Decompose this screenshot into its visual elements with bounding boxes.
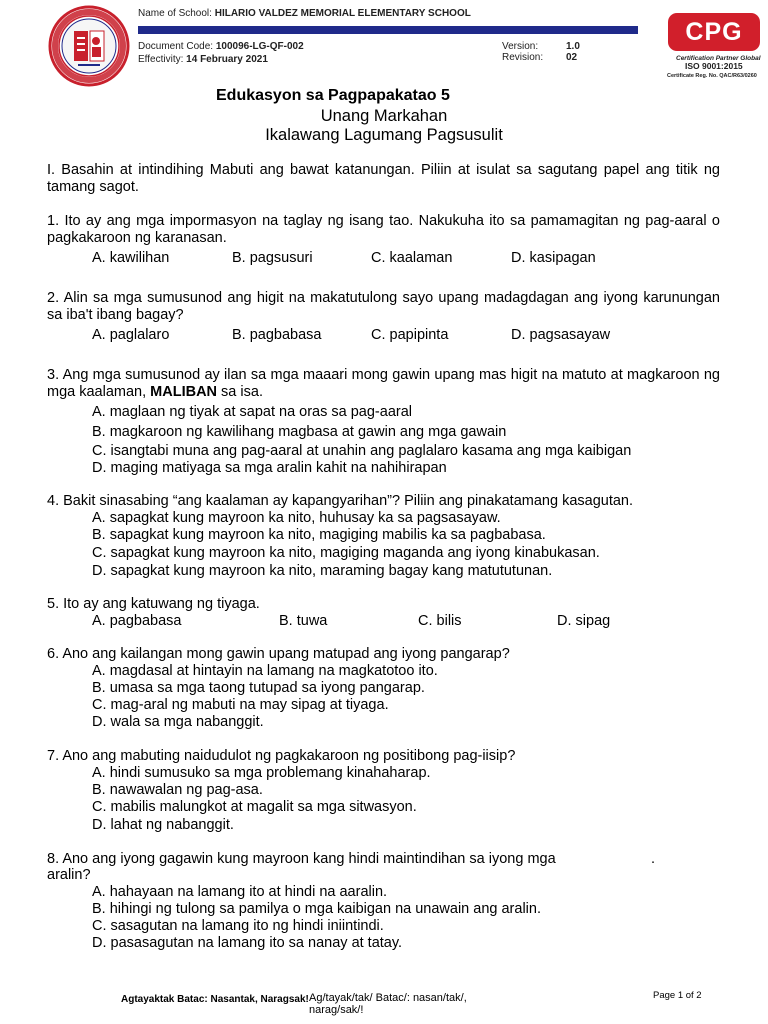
q7-option-c: C. mabilis malungkot at magalit sa mga sitwasyon. — [92, 799, 417, 815]
q7-option-a: A. hindi sumusuko sa mga problemang kinahaharap. — [92, 765, 431, 781]
question-7-text: 7. Ano ang mabuting naidudulot ng pagkakaroon ng positibong pag-iisip? — [47, 748, 516, 764]
question-3-text: 3. Ang mga sumusunod ay ilan sa mga maaari mong gawin upang mas higit na matuto at magkaroon ng mga kaalaman, MALIBAN sa isa. — [47, 367, 720, 400]
q3-option-c: C. isangtabi muna ang pag-aaral at unahin ang paglalaro kasama ang mga kaibigan — [92, 443, 632, 459]
q3-option-b: B. magkaroon ng kawilihang magbasa at gawin ang mga gawain — [92, 424, 507, 440]
version-label: Version: — [502, 41, 539, 52]
question-8-text-line2: aralin? — [47, 867, 91, 883]
school-name-line — [138, 8, 471, 19]
subject-title: Edukasyon sa Pagpapakatao 5 — [216, 87, 450, 104]
q4-option-a: A. sapagkat kung mayroon ka nito, huhusay ka sa pagsasayaw. — [92, 510, 501, 526]
cert-reg-no: Certificate Reg. No. QAC/R63/0260 — [667, 73, 757, 79]
school-label: Name of School: — [138, 8, 215, 19]
q5-option-b: B. tuwa — [279, 613, 328, 629]
q5-option-c: C. bilis — [418, 613, 462, 629]
revision-value: 02 — [566, 52, 578, 63]
q8-option-b: B. hihingi ng tulong sa pamilya o mga kaibigan na unawain ang aralin. — [92, 901, 541, 917]
q1-option-c: C. kaalaman — [371, 250, 453, 266]
q8-option-c: C. sasagutan na lamang ito ng hindi iniintindi. — [92, 918, 384, 934]
question-4-text: 4. Bakit sinasabing “ang kaalaman ay kapangyarihan”? Piliin ang pinakatamang kasagutan. — [47, 493, 634, 509]
effectivity-value: 14 February 2021 — [186, 54, 268, 65]
q6-option-a: A. magdasal at hintayin na lamang na magkatotoo ito. — [92, 663, 438, 679]
q6-option-d: D. wala sa mga nabanggit. — [92, 714, 264, 730]
doc-code-value: 100096-LG-QF-002 — [215, 41, 304, 52]
school-seal-logo — [48, 5, 130, 87]
q8-option-d: D. pasasagutan na lamang ito sa nanay at tatay. — [92, 935, 403, 951]
page-number: Page 1 of 2 — [653, 990, 702, 1001]
revision-label: Revision: — [502, 52, 544, 63]
footer-pronunciation: Ag/tayak/tak/ Batac/: nasan/tak/, narag/sak/! — [309, 992, 467, 1016]
version-value: 1.0 — [566, 41, 580, 52]
q4-option-d: D. sapagkat kung mayroon ka nito, maraming bagay kang matututunan. — [92, 563, 553, 579]
q5-option-d: D. sipag — [557, 613, 611, 629]
question-8-dot: . — [651, 851, 656, 867]
question-2-text: 2. Alin sa mga sumusunod ang higit na makatutulong sayo upang madagdagan ang iyong karunungan sa iba't ibang bagay? — [47, 290, 720, 323]
q4-option-c: C. sapagkat kung mayroon ka nito, magiging maganda ang iyong kinabukasan. — [92, 545, 600, 561]
q1-option-d: D. kasipagan — [511, 250, 596, 266]
cert-partner: Certification Partner Global — [676, 55, 761, 62]
q8-option-a: A. hahayaan na lamang ito at hindi na aaralin. — [92, 884, 388, 900]
q7-option-d: D. lahat ng nabanggit. — [92, 817, 234, 833]
q6-option-b: B. umasa sa mga taong tutupad sa iyong pangarap. — [92, 680, 425, 696]
test-title: Ikalawang Lagumang Pagsusulit — [265, 126, 503, 144]
q5-option-a: A. pagbabasa — [92, 613, 182, 629]
q7-option-b: B. nawawalan ng pag-asa. — [92, 782, 263, 798]
doc-code-label: Document Code: — [138, 41, 216, 52]
question-1-text: 1. Ito ay ang mga impormasyon na taglay ng isang tao. Nakukuha ito sa pamamagitan ng pag-aaral o pagkakaroon ng karanasan. — [47, 213, 720, 246]
header-bar — [138, 26, 638, 34]
quarter-title: Unang Markahan — [320, 107, 448, 125]
effectivity-label: Effectivity: — [138, 54, 187, 65]
question-8-text-line1: 8. Ano ang iyong gagawin kung mayroon kang hindi maintindihan sa iyong mga — [47, 851, 556, 867]
school-name: HILARIO VALDEZ MEMORIAL ELEMENTARY SCHOOL — [214, 8, 471, 19]
q6-option-c: C. mag-aral ng mabuti na may sipag at tiyaga. — [92, 697, 389, 713]
q3-option-a: A. maglaan ng tiyak at sapat na oras sa pag-aaral — [92, 404, 412, 420]
q2-option-c: C. papipinta — [371, 327, 449, 343]
question-5-text: 5. Ito ay ang katuwang ng tiyaga. — [47, 596, 260, 612]
q2-option-b: B. pagbabasa — [232, 327, 322, 343]
q1-option-a: A. kawilihan — [92, 250, 170, 266]
instructions: I. Basahin at intindihing Mabuti ang bawat katanungan. Piliin at isulat sa sagutang papel ang titik ng tamang sagot. — [47, 162, 720, 195]
effectivity — [138, 54, 268, 65]
document-code — [138, 41, 304, 52]
iso-standard: ISO 9001:2015 — [685, 61, 743, 71]
q2-option-a: A. paglalaro — [92, 327, 170, 343]
q3-emphasis: MALIBAN — [150, 384, 218, 400]
q4-option-b: B. sapagkat kung mayroon ka nito, magiging mabilis ka sa pagbabasa. — [92, 527, 546, 543]
footer-motto: Agtayaktak Batac: Nasantak, Naragsak! — [121, 994, 309, 1005]
q3-option-d: D. maging matiyaga sa mga aralin kahit na nahihirapan — [92, 460, 447, 476]
question-6-text: 6. Ano ang kailangan mong gawin upang matupad ang iyong pangarap? — [47, 646, 510, 662]
cpg-logo-text: CPG — [685, 18, 743, 46]
q1-option-b: B. pagsusuri — [232, 250, 313, 266]
q2-option-d: D. pagsasayaw — [511, 327, 611, 343]
